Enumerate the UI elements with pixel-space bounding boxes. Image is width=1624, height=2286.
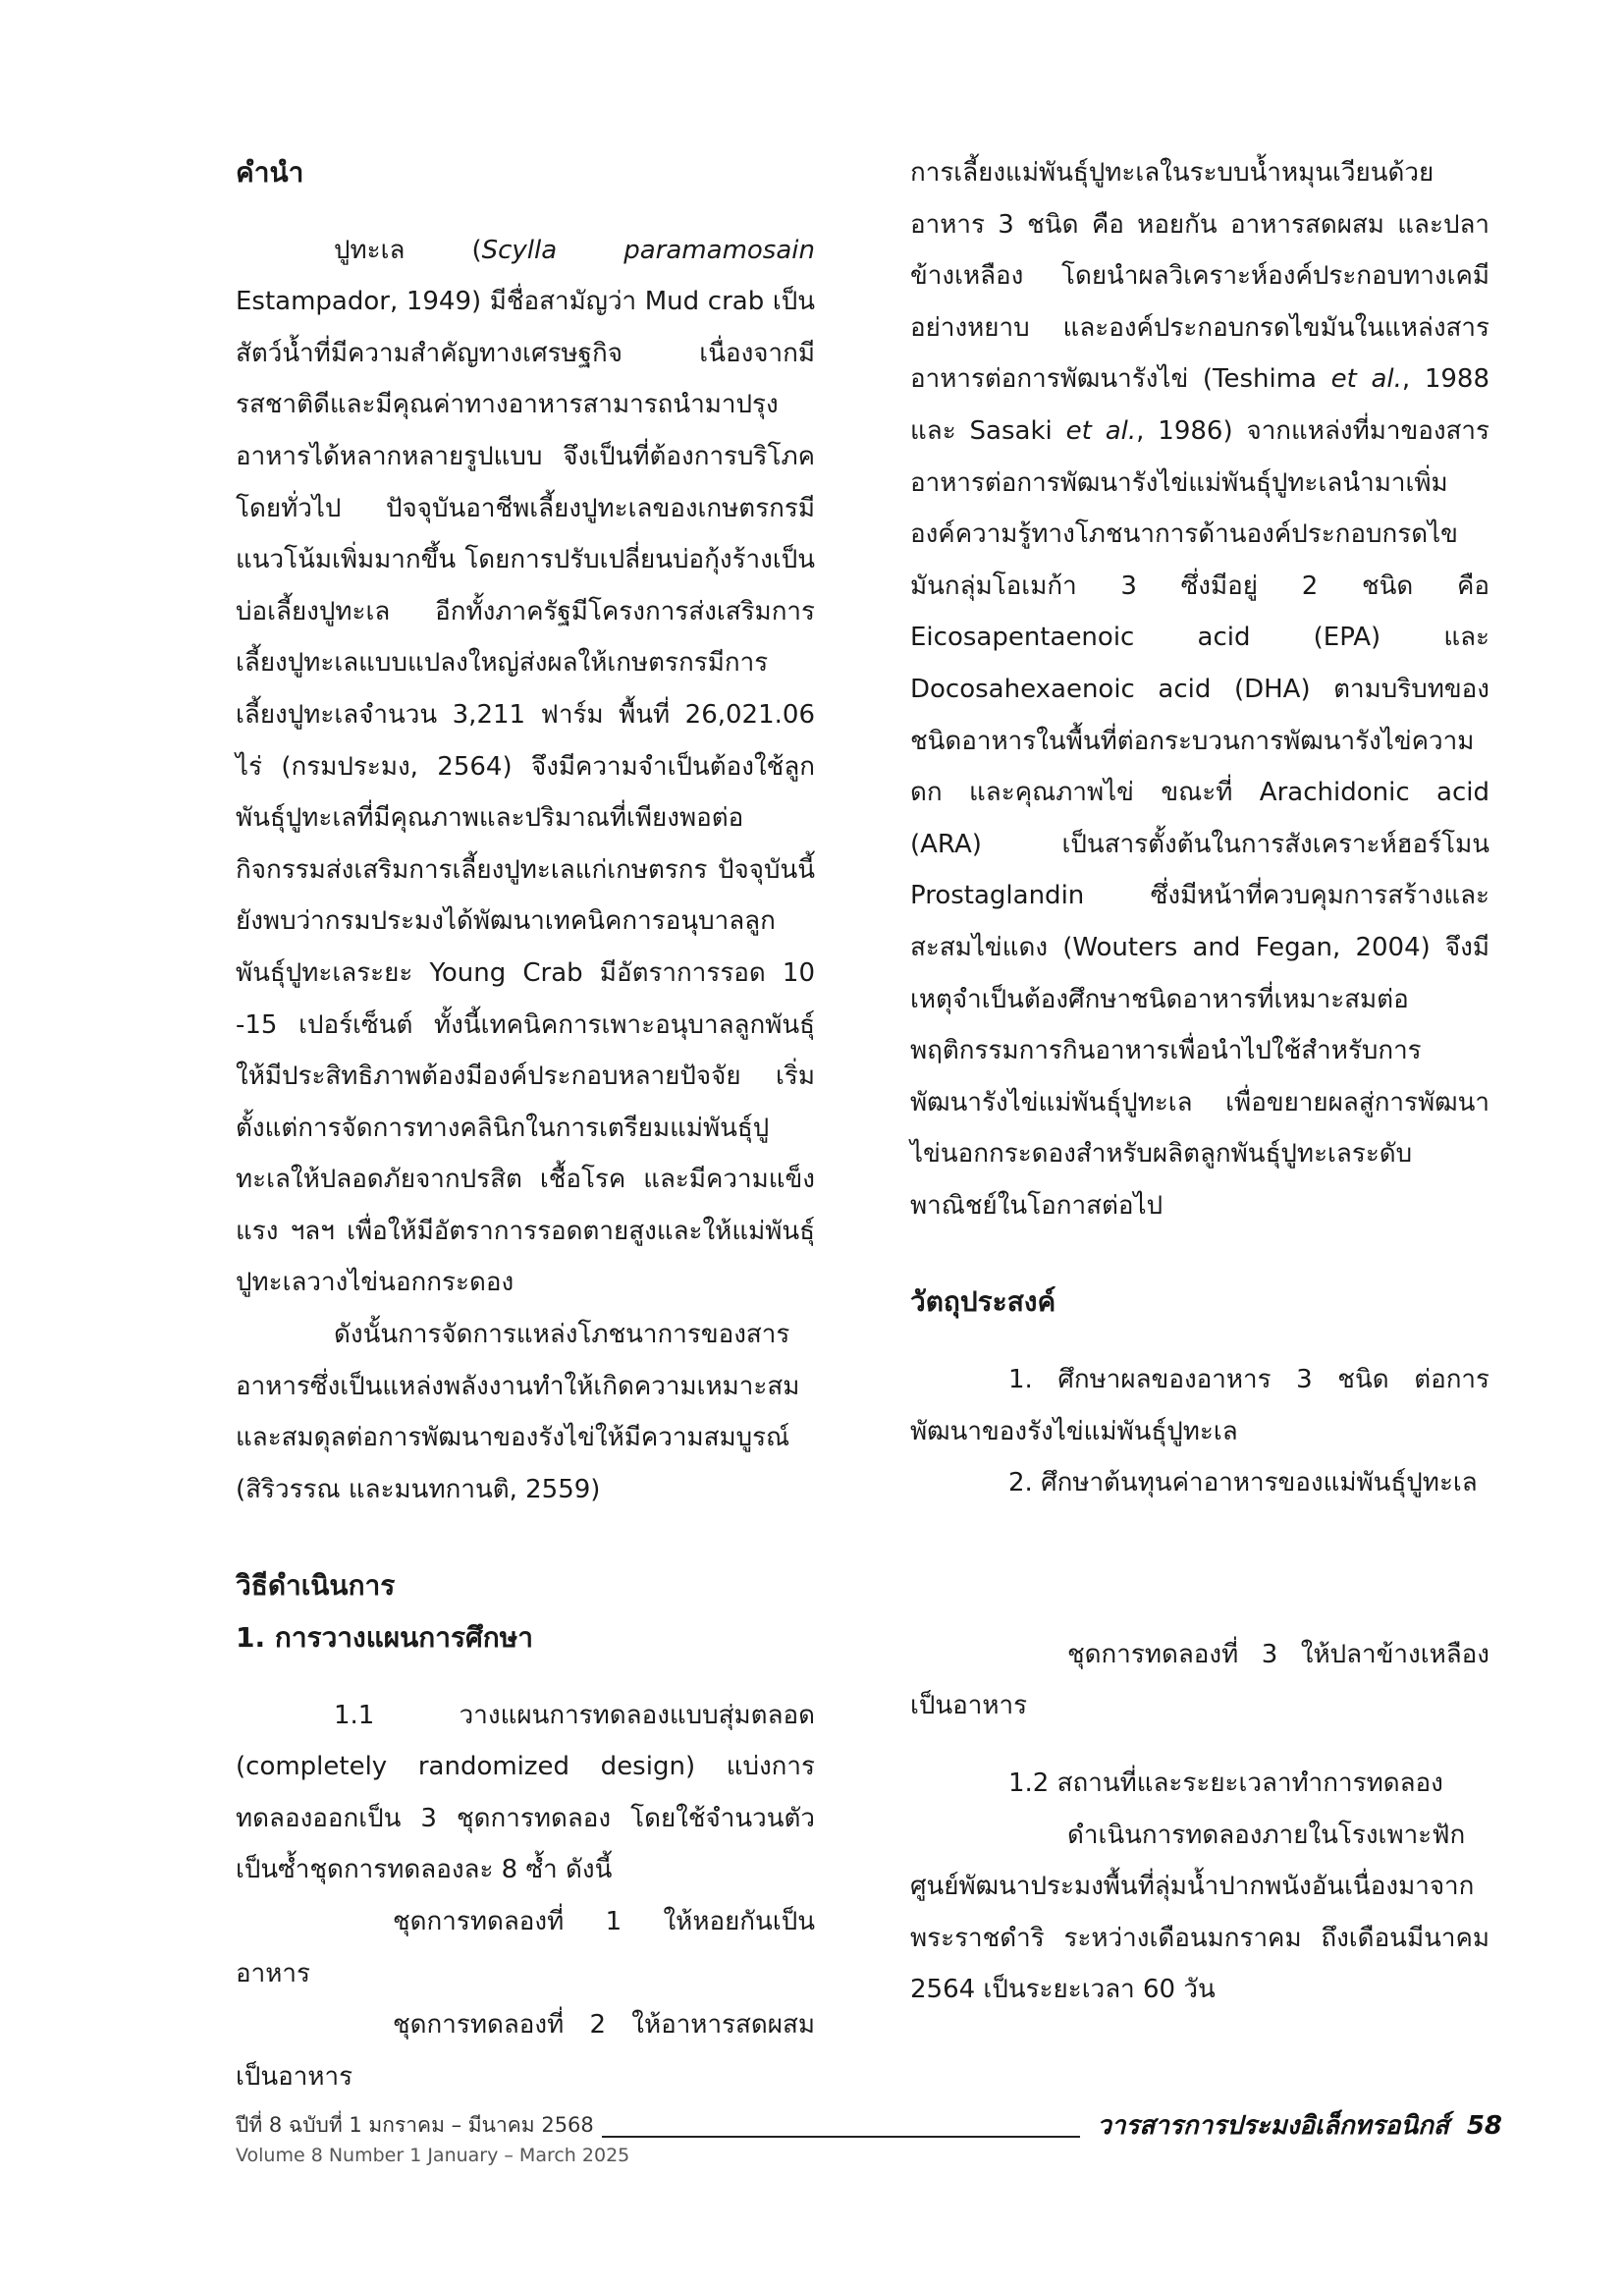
method-heading: วิธีดำเนินการ bbox=[236, 1569, 396, 1603]
objective-2: 2. ศึกษาต้นทุนค่าอาหารของแม่พันธุ์ปูทะเล bbox=[1008, 1468, 1478, 1498]
intro-paragraph-2: ดังนั้นการจัดการแหล่งโภชนาการของสารอาหารซึ่งเป็นแหล่งพลังงานทำให้เกิดความเหมาะสมและสมดุลต่อการพัฒนาของรังไข่ให้มีความสมบูรณ์ (สิริวรรณ และมนทกานติ, 2559) bbox=[236, 1320, 800, 1504]
plan-paragraph: 1.1 วางแผนการทดลองแบบสุ่มตลอด (completely randomized design) แบ่งการทดลองออกเป็น 3 ชุดการทดลอง โดยใช้จำนวนตัวเป็นซ้ำชุดการทดลองละ 8 ซ้ำ ดังนี้ bbox=[236, 1700, 815, 1885]
page-number: 58 bbox=[1466, 2111, 1502, 2141]
intro-paragraph-1: ปูทะเล (Scylla paramamosain Estampador, 1949) มีชื่อสามัญว่า Mud crab เป็นสัตว์น้ำที่มีความสำคัญทางเศรษฐกิจ เนื่องจากมีรสชาติดีและมีคุณค่าทางอาหารสามารถนำมาปรุงอาหารได้หลากหลายรูปแบบ จึงเป็นที่ต้องการบริโภคโดยทั่วไป ปัจจุบันอาชีพเลี้ยงปูทะเลของเกษตรกรมีแนวโน้มเพิ่มมากขึ้น โดยการปรับเปลี่ยนบ่อกุ้งร้างเป็นบ่อเลี้ยงปูทะเล อีกทั้งภาครัฐมีโครงการส่งเสริมการเลี้ยงปูทะเลแบบแปลงใหญ่ส่งผลให้เกษตรกรมีการเลี้ยงปูทะเลจำนวน 3,211 ฟาร์ม พื้นที่ 26,021.06 ไร่ (กรมประมง, 2564) จึงมีความจำเป็นต้องใช้ลูกพันธุ์ปูทะเลที่มีคุณภาพและปริมาณที่เพียงพอต่อกิจกรรมส่งเสริมการเลี้ยงปูทะเลแก่เกษตรกร ปัจจุบันนี้ยังพบว่ากรมประมงได้พัฒนาเทคนิคการอนุบาลลูกพันธุ์ปูทะเลระยะ Young Crab มีอัตราการรอด 10 -15 เปอร์เซ็นต์ ทั้งนี้เทคนิคการเพาะอนุบาลลูกพันธุ์ให้มีประสิทธิภาพต้องมีองค์ประกอบหลายปัจจัย เริ่มตั้งแต่การจัดการทางคลินิกในการเตรียมแม่พันธุ์ปูทะเลให้ปลอดภัยจากปรสิต เชื้อโรค และมีความแข็งแรง ฯลฯ เพื่อให้มีอัตราการรอดตายสูงและให้แม่พันธุ์ปูทะเลวางไข่นอกกระดอง bbox=[236, 235, 815, 1298]
objective-heading: วัตถุประสงค์ bbox=[910, 1285, 1056, 1319]
left-column bbox=[236, 147, 815, 2102]
intro-paragraph-3: การเลี้ยงแม่พันธุ์ปูทะเลในระบบน้ำหมุนเวียนด้วยอาหาร 3 ชนิด คือ หอยกัน อาหารสดผสม และปลาข้างเหลือง โดยนำผลวิเคราะห์องค์ประกอบทางเคมีอย่างหยาบ และองค์ประกอบกรดไขมันในแหล่งสารอาหารต่อการพัฒนารังไข่ (Teshima et al., 1988 และ Sasaki et al., 1986) จากแหล่งที่มาของสารอาหารต่อการพัฒนารังไข่แม่พันธุ์ปูทะเลนำมาเพิ่มองค์ความรู้ทางโภชนาการด้านองค์ประกอบกรดไขมันกลุ่มโอเมก้า 3 ซึ่งมีอยู่ 2 ชนิด คือ Eicosapentaenoic acid (EPA) และ Docosahexaenoic acid (DHA) ตามบริบทของชนิดอาหารในพื้นที่ต่อกระบวนการพัฒนารังไข่ความดก และคุณภาพไข่ ขณะที่ Arachidonic acid (ARA) เป็นสารตั้งต้นในการสังเคราะห์ฮอร์โมน Prostaglandin ซึ่งมีหน้าที่ควบคุมการสร้างและสะสมไข่แดง (Wouters and Fegan, 2004) จึงมีเหตุจำเป็นต้องศึกษาชนิดอาหารที่เหมาะสมต่อพฤติกรรมการกินอาหารเพื่อนำไปใช้สำหรับการพัฒนารังไข่แม่พันธุ์ปูทะเล เพื่อขยายผลสู่การพัฒนาไข่นอกกระดองสำหรับผลิตลูกพันธุ์ปูทะเลระดับพาณิชย์ในโอกาสต่อไป bbox=[910, 158, 1489, 1221]
species-name: Scylla paramamosain bbox=[481, 235, 815, 265]
journal-name: วารสารการประมงอิเล็กทรอนิกส์ bbox=[1097, 2111, 1449, 2141]
intro-heading: คำนำ bbox=[236, 156, 304, 189]
right-column bbox=[910, 147, 1489, 2016]
journal-title bbox=[1097, 2105, 1502, 2146]
objective-1: 1. ศึกษาผลของอาหาร 3 ชนิด ต่อการพัฒนาของรังไข่แม่พันธุ์ปูทะเล bbox=[910, 1365, 1489, 1446]
issue-english: Volume 8 Number 1 January – March 2025 bbox=[236, 2145, 630, 2166]
place-heading: 1.2 สถานที่และระยะเวลาทำการทดลอง bbox=[1008, 1769, 1443, 1799]
treatment-1: ชุดการทดลองที่ 1 ให้หอยกันเป็นอาหาร bbox=[236, 1907, 815, 1988]
issue-thai: ปีที่ 8 ฉบับที่ 1 มกราคม – มีนาคม 2568 bbox=[236, 2109, 602, 2142]
treatment-3: ชุดการทดลองที่ 3 ให้ปลาข้างเหลืองเป็นอาหาร bbox=[910, 1639, 1489, 1721]
treatment-2: ชุดการทดลองที่ 2 ให้อาหารสดผสมเป็นอาหาร bbox=[236, 2010, 815, 2092]
plan-heading: 1. การวางแผนการศึกษา bbox=[236, 1621, 533, 1655]
place-body: ดำเนินการทดลองภายในโรงเพาะฟักศูนย์พัฒนาประมงพื้นที่ลุ่มน้ำปากพนังอันเนื่องมาจากพระราชดำริ ระหว่างเดือนมกราคม ถึงเดือนมีนาคม 2564 เป็นระยะเวลา 60 วัน bbox=[910, 1820, 1489, 2005]
